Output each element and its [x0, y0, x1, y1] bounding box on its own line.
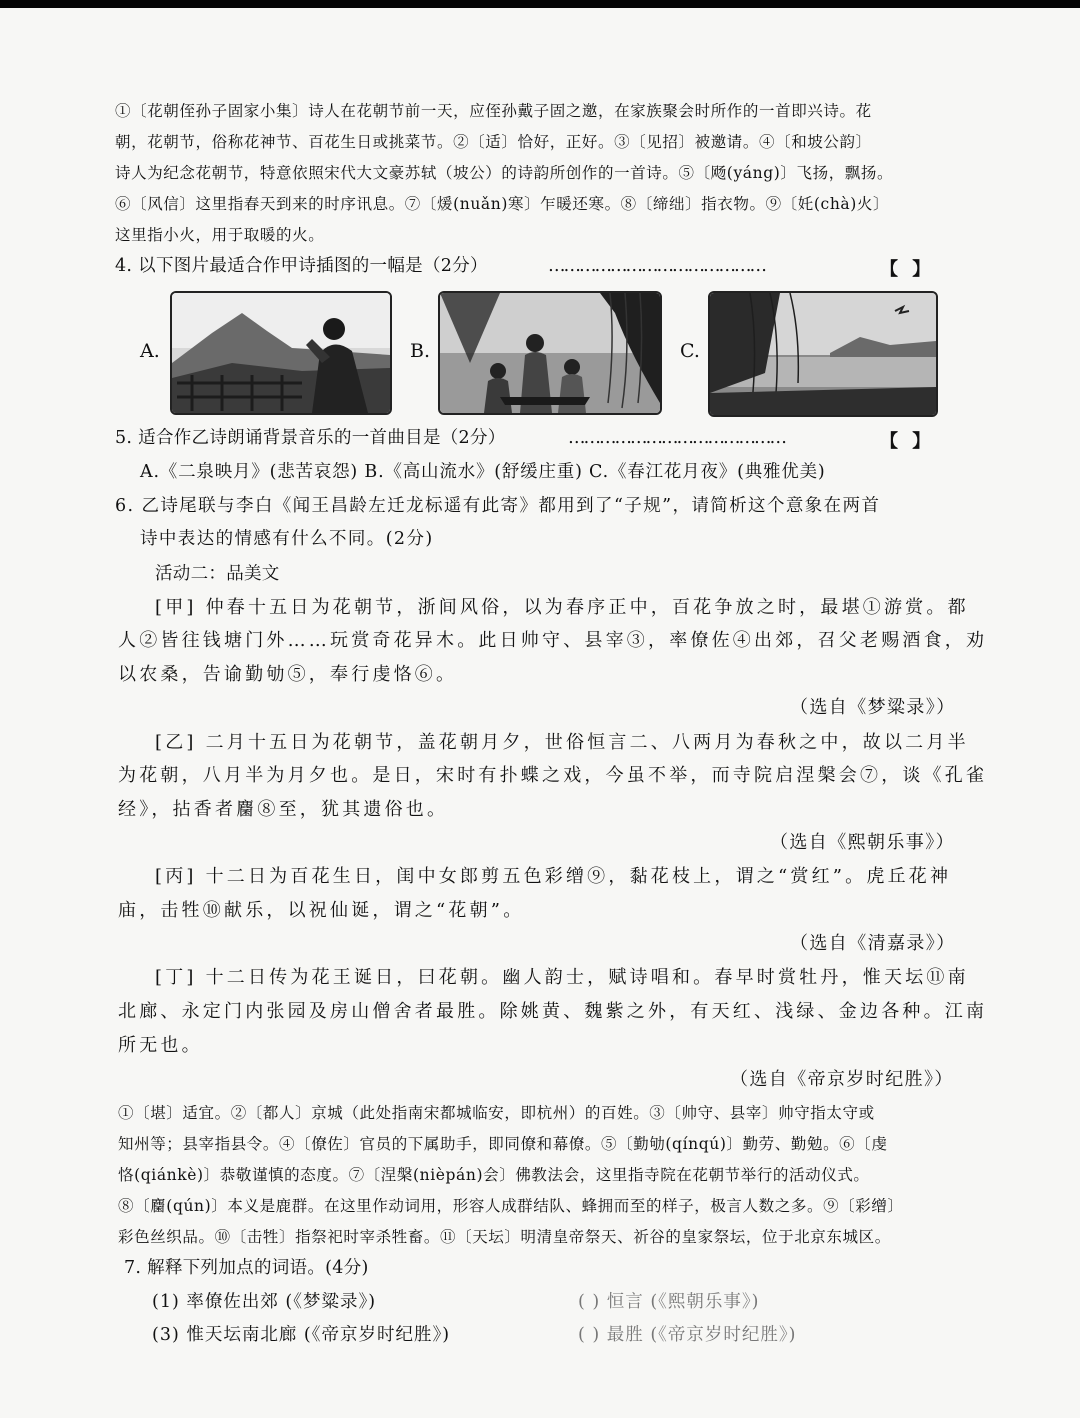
leader-dots: ……………………………………	[568, 428, 785, 448]
passage-ding-line: 所无也。	[118, 1035, 203, 1056]
option-a-image[interactable]	[170, 291, 392, 415]
activity-heading: 活动二：品美文	[155, 564, 280, 584]
source-ding: （选自《帝京岁时纪胜》）	[730, 1069, 954, 1090]
passage-ding-line: 北廊、永定门内张园及房山僧舍者最胜。除姚黄、魏紫之外，有天红、浅绿、金边各种。江南	[118, 1001, 988, 1022]
note-line: 朝，花朝节，俗称花神节、百花生日或挑菜节。②〔适〕恰好，正好。③〔见招〕被邀请。④〔和坡公韵〕	[115, 133, 872, 151]
passage-jia-line: [甲] 仲春十五日为花朝节，浙间风俗，以为春序正中，百花争放之时，最堪①游赏。都	[155, 597, 969, 618]
option-c-label: C.	[680, 340, 700, 362]
answer-bracket: 【 】	[880, 431, 935, 452]
question-4: 4. 以下图片最适合作甲诗插图的一幅是（2分）	[115, 256, 488, 276]
passage-yi-line: 经》，拈香者麕⑧至，犹其遗俗也。	[118, 799, 449, 820]
source-bing: （选自《清嘉录》）	[790, 933, 956, 954]
option-c-image[interactable]	[708, 291, 938, 417]
note-line: ①〔花朝侄孙子固家小集〕诗人在花朝节前一天，应侄孙戴子固之邀，在家族聚会时所作的一首即兴诗。花	[115, 102, 872, 120]
note-line: ⑥〔风信〕这里指春天到来的时序讯息。⑦〔煖(nuǎn)寒〕乍暖还寒。⑧〔缔绌〕指衣物。⑨〔奼(chà)火〕	[115, 195, 890, 213]
question-5-options: A.《二泉映月》(悲苦哀怨) B.《高山流水》(舒缓庄重) C.《春江花月夜》(典雅优美)	[140, 462, 826, 482]
option-b-label: B.	[410, 340, 431, 362]
question-6-cont: 诗中表达的情感有什么不同。(2分)	[140, 529, 434, 549]
q7-item-1: (1) 率僚佐出郊 (《梦粱录》)	[152, 1292, 377, 1312]
question-7: 7. 解释下列加点的词语。(4分)	[124, 1258, 369, 1278]
question-5: 5. 适合作乙诗朗诵背景音乐的一首曲目是（2分）	[115, 428, 506, 448]
source-yi: （选自《熙朝乐事》）	[770, 832, 955, 853]
note-line: 知州等；县宰指县令。④〔僚佐〕官员的下属助手，即同僚和幕僚。⑤〔勤劬(qínqú)〕勤劳、勤勉。⑥〔虔	[118, 1135, 888, 1153]
q7-item-2: ( ) 恒言 (《熙朝乐事》)	[578, 1292, 760, 1312]
answer-bracket: 【 】	[880, 259, 935, 280]
source-jia: （选自《梦粱录》）	[790, 697, 956, 718]
passage-yi-line: [乙] 二月十五日为花朝节，盖花朝月夕，世俗恒言二、八两月为春秋之中，故以二月半	[155, 732, 969, 753]
q7-item-4: ( ) 最胜 (《帝京岁时纪胜》)	[578, 1325, 797, 1345]
question-6: 6. 乙诗尾联与李白《闻王昌龄左迁龙标遥有此寄》都用到了“子规”，请简析这个意象在两首	[115, 496, 881, 516]
passage-jia-line: 人②皆往钱塘门外……玩赏奇花异木。此日帅守、县宰③，率僚佐④出郊，召父老赐酒食，劝	[118, 630, 988, 651]
option-b-image[interactable]	[438, 291, 662, 415]
option-a-label: A.	[140, 340, 160, 362]
passage-ding-line: [丁] 十二日传为花王诞日，曰花朝。幽人韵士，赋诗唱和。春早时赏牡丹，惟天坛⑪南	[155, 967, 969, 988]
note-line: 彩色丝织品。⑩〔击牲〕指祭祀时宰杀牲畜。⑪〔天坛〕明清皇帝祭天、祈谷的皇家祭坛，位于北京东城区。	[118, 1228, 891, 1246]
q7-item-3: (3) 惟天坛南北廊 (《帝京岁时纪胜》)	[152, 1325, 451, 1345]
note-line: ⑧〔麕(qún)〕本义是鹿群。在这里作动词用，形容人成群结队、蜂拥而至的样子，极言人数之多。⑨〔彩缯〕	[118, 1197, 904, 1215]
note-line: 诗人为纪念花朝节，特意依照宋代大文豪苏轼（坡公）的诗韵所创作的一首诗。⑤〔飏(yáng)〕飞扬，飘扬。	[115, 164, 894, 182]
note-line: ①〔堪〕适宜。②〔都人〕京城（此处指南宋都城临安，即杭州）的百姓。③〔帅守、县宰〕帅守指太守或	[118, 1104, 875, 1122]
leader-dots: ……………………………………	[548, 256, 765, 276]
passage-jia-line: 以农桑，告谕勤劬⑤，奉行虔恪⑥。	[118, 664, 458, 685]
passage-bing-line: 庙，击牲⑩献乐，以祝仙诞，谓之“花朝”。	[118, 900, 525, 921]
note-line: 恪(qiánkè)〕恭敬谨慎的态度。⑦〔涅槃(nièpán)会〕佛教法会，这里指寺院在花朝节举行的活动仪式。	[118, 1166, 870, 1184]
passage-yi-line: 为花朝，八月半为月夕也。是日，宋时有扑蝶之戏，今虽不举，而寺院启涅槃会⑦，谈《孔雀	[118, 765, 988, 786]
passage-bing-line: [丙] 十二日为百花生日，闺中女郎剪五色彩缯⑨，黏花枝上，谓之“赏红”。虎丘花神	[155, 866, 952, 887]
note-line: 这里指小火，用于取暖的火。	[115, 226, 325, 244]
